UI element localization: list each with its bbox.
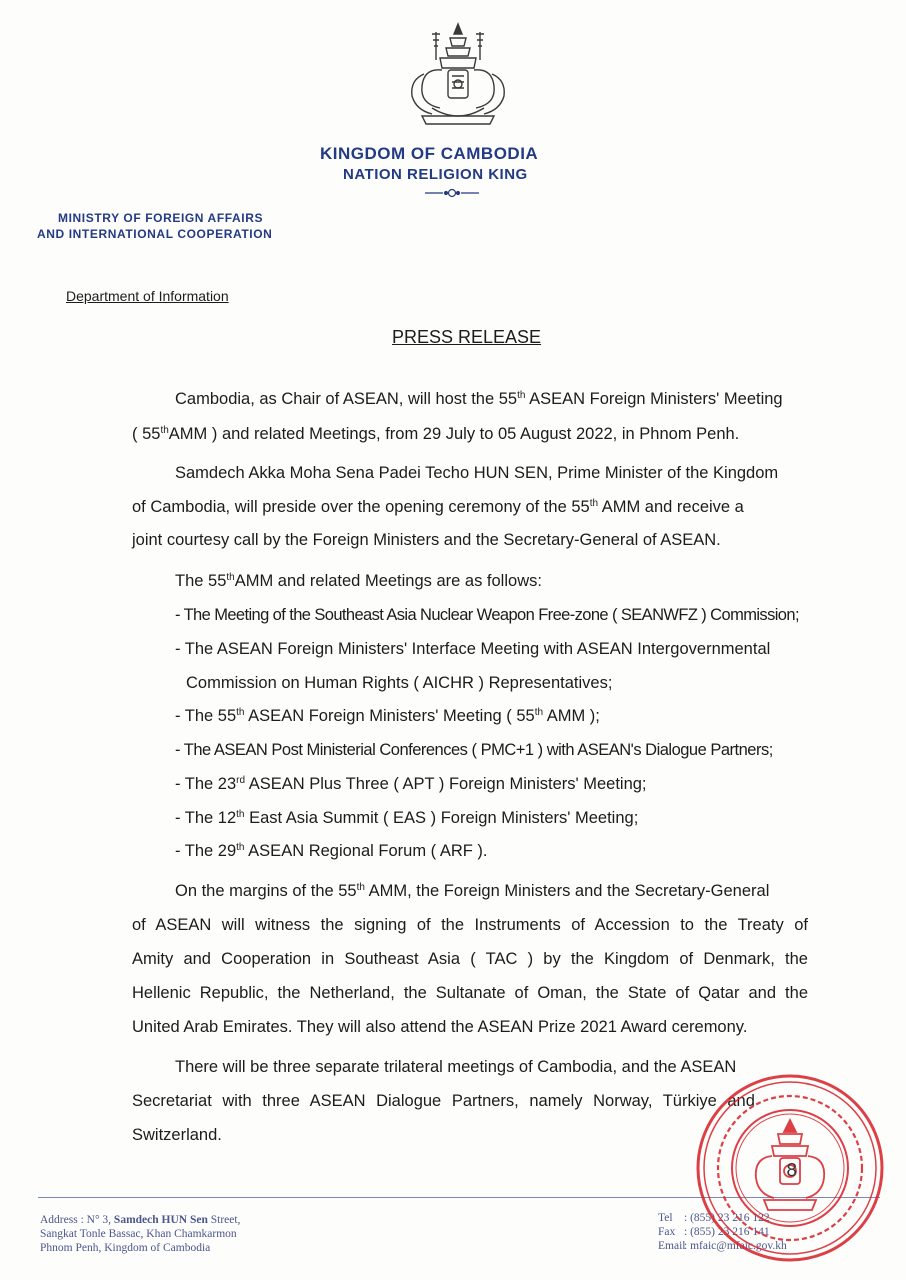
ministry-name-line2: AND INTERNATIONAL COOPERATION bbox=[37, 227, 273, 241]
footer-address-line-3: Phnom Penh, Kingdom of Cambodia bbox=[40, 1242, 211, 1254]
department-label: Department of Information bbox=[66, 288, 229, 304]
royal-coat-of-arms-icon bbox=[402, 20, 514, 132]
prime-minister-name: Samdech Akka Moha Sena Padei Techo HUN SEN bbox=[175, 464, 548, 482]
meeting-item-4: - The ASEAN Post Ministerial Conferences ( PMC+1 ) with ASEAN's Dialogue Partners; bbox=[175, 741, 773, 759]
paragraph-5-line-3: Switzerland. bbox=[132, 1126, 222, 1144]
paragraph-2-line-1: Samdech Akka Moha Sena Padei Techo HUN SEN, Prime Minister of the Kingdom bbox=[175, 464, 779, 482]
footer-address-line-1: Address : N° 3, Samdech HUN Sen Street, bbox=[40, 1214, 241, 1226]
national-motto: NATION RELIGION KING bbox=[343, 166, 528, 183]
footer-email: Email: mfaic@mfaic.gov.kh bbox=[658, 1240, 787, 1252]
paragraph-4-line-3: Amity and Cooperation in Southeast Asia ( TAC ) by the Kingdom of Denmark, the bbox=[132, 950, 808, 968]
meeting-item-5: - The 23rd ASEAN Plus Three ( APT ) Foreign Ministers' Meeting; bbox=[175, 775, 647, 793]
footer-tel: Tel : (855) 23 216 122 bbox=[658, 1212, 770, 1224]
meeting-item-1: - The Meeting of the Southeast Asia Nuclear Weapon Free-zone ( SEANWFZ ) Commission; bbox=[175, 606, 799, 624]
paragraph-2-line-3: joint courtesy call by the Foreign Ministers and the Secretary-General of ASEAN. bbox=[132, 531, 721, 549]
meeting-item-3: - The 55th ASEAN Foreign Ministers' Meeting ( 55th AMM ); bbox=[175, 707, 600, 725]
paragraph-1-line-2: ( 55thAMM ) and related Meetings, from 29 July to 05 August 2022, in Phnom Penh. bbox=[132, 425, 740, 443]
meeting-item-2-line-2: Commission on Human Rights ( AICHR ) Representatives; bbox=[186, 674, 613, 692]
document-title: PRESS RELEASE bbox=[392, 327, 542, 347]
footer-fax: Fax : (855) 23 216 141 bbox=[658, 1226, 770, 1238]
meeting-item-6: - The 12th East Asia Summit ( EAS ) Foreign Ministers' Meeting; bbox=[175, 809, 639, 827]
official-seal-stamp-icon bbox=[694, 1072, 886, 1264]
meetings-intro: The 55thAMM and related Meetings are as follows: bbox=[175, 572, 542, 590]
footer-address bbox=[40, 1213, 240, 1255]
ornament-divider-icon bbox=[423, 188, 481, 198]
paragraph-4-line-4: Hellenic Republic, the Netherland, the Sultanate of Oman, the State of Qatar and the bbox=[132, 984, 808, 1002]
paragraph-4-line-1: On the margins of the 55th AMM, the Foreign Ministers and the Secretary-General bbox=[175, 882, 770, 900]
paragraph-2-line-2: of Cambodia, will preside over the opening ceremony of the 55th AMM and receive a bbox=[132, 498, 744, 516]
paragraph-1-line-1: Cambodia, as Chair of ASEAN, will host the 55th ASEAN Foreign Ministers' Meeting bbox=[175, 390, 783, 408]
footer-address-line-2: Sangkat Tonle Bassac, Khan Chamkarmon bbox=[40, 1228, 237, 1240]
paragraph-5-line-1: There will be three separate trilateral meetings of Cambodia, and the ASEAN bbox=[175, 1058, 737, 1076]
meeting-item-2-line-1: - The ASEAN Foreign Ministers' Interface Meeting with ASEAN Intergovernmental bbox=[175, 640, 771, 658]
meeting-item-7: - The 29th ASEAN Regional Forum ( ARF ). bbox=[175, 842, 488, 860]
country-name: KINGDOM OF CAMBODIA bbox=[320, 144, 539, 163]
paragraph-4-line-5: United Arab Emirates. They will also attend the ASEAN Prize 2021 Award ceremony. bbox=[132, 1018, 748, 1036]
paragraph-4-line-2: of ASEAN will witness the signing of the Instruments of Accession to the Treaty of bbox=[132, 916, 808, 934]
ministry-name-line1: MINISTRY OF FOREIGN AFFAIRS bbox=[58, 211, 264, 225]
svg-text:8: 8 bbox=[786, 1160, 798, 1181]
paragraph-5-line-2: Secretariat with three ASEAN Dialogue Partners, namely Norway, Türkiye and bbox=[132, 1092, 755, 1110]
